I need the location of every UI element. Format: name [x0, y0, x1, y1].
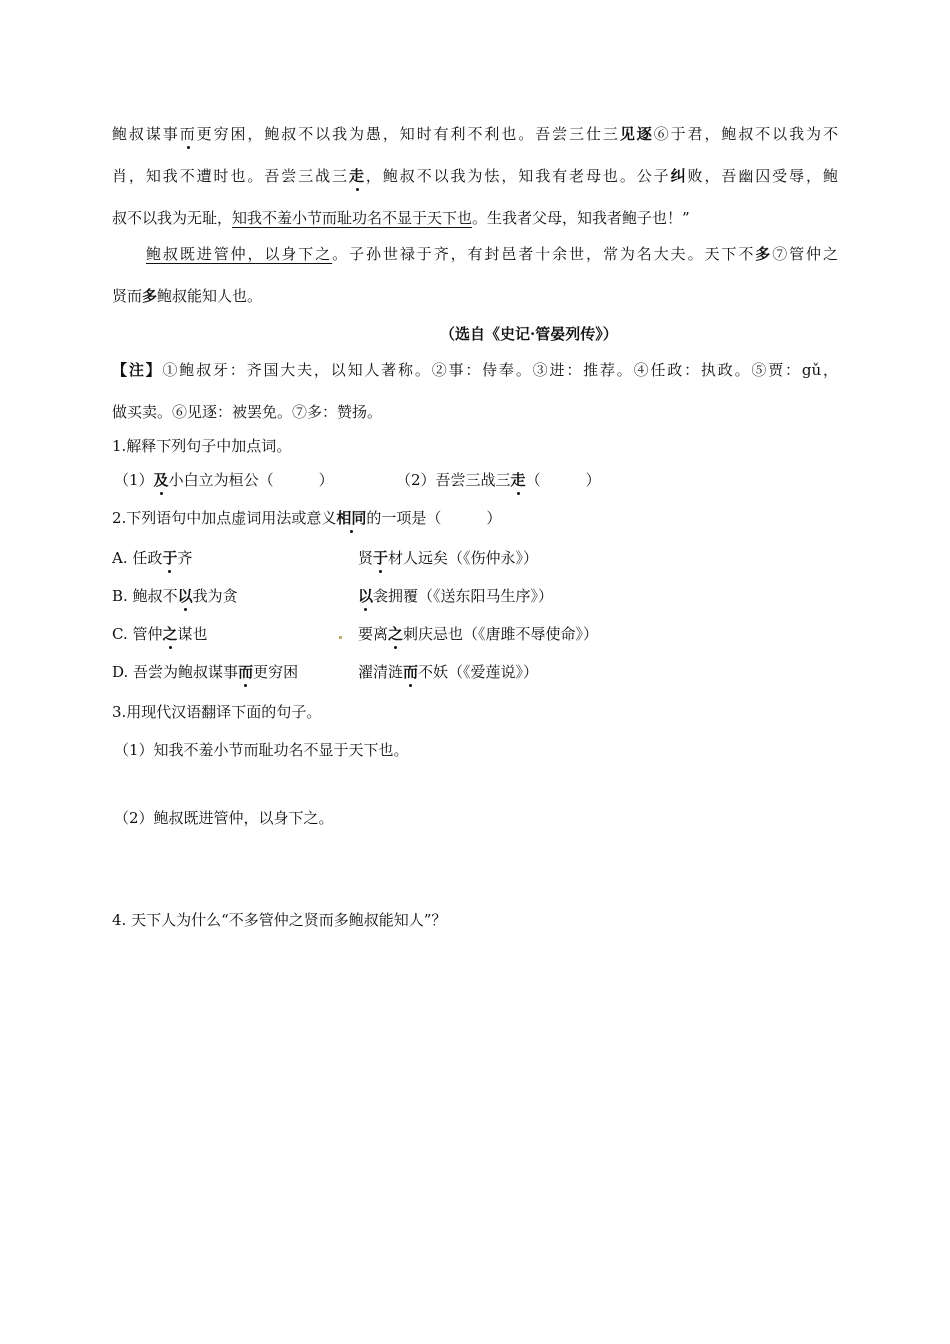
text: 材人远矣（《伤仲永》）: [388, 549, 539, 567]
text: 败，吾幽囚受辱，鲍: [687, 167, 838, 185]
text: 濯清涟: [358, 663, 404, 681]
dotted-word: 走: [348, 167, 366, 185]
dotted-word: 而: [179, 125, 197, 143]
text: ①鲍叔牙：齐国大夫，以知人著称。②事：侍奉。③进：推荐。④任政：执政。⑤贾：gǔ，: [162, 361, 838, 379]
text: ，鲍叔不以我为怯，知我有老母也。公子: [365, 167, 671, 185]
bold-word: 相同: [336, 509, 367, 527]
option-b-right: [358, 586, 553, 606]
source-citation: （选自《史记·管晏列传》）: [440, 325, 618, 343]
dotted-word: 而: [238, 663, 254, 681]
bold-word: 纠: [670, 167, 688, 185]
dotted-word: 以: [177, 587, 193, 605]
text: ⑥于君，鲍叔不以我为不: [653, 125, 838, 143]
question-1-item-2: [396, 470, 601, 490]
stray-dot: [339, 636, 342, 639]
text: 的一项是（ ）: [366, 509, 502, 527]
option-label: A.: [112, 549, 128, 567]
question-1-title: 1.解释下列句子中加点词。: [112, 437, 292, 455]
question-3-sentence-1: （1）知我不羞小节而耻功名不显于天下也。: [114, 741, 409, 759]
option-label: C.: [112, 625, 128, 643]
question-2-title: [112, 508, 501, 528]
option-label: D.: [112, 663, 129, 681]
text: 管仲: [132, 625, 163, 643]
dotted-word: 及: [153, 471, 169, 489]
text: ⑦管仲之: [772, 245, 838, 263]
dotted-word: 而: [403, 663, 419, 681]
option-d-left: [112, 662, 298, 682]
text: 2.下列语句中加点虚词用法或意义: [112, 509, 337, 527]
dotted-word: 之: [388, 625, 404, 643]
bold-word: 见逐: [619, 125, 654, 143]
text: 不妖（《爱莲说》）: [418, 663, 539, 681]
underlined-sentence: 知我不羞小节而耻功名不显于天下也: [232, 209, 473, 227]
dotted-word: 走: [510, 471, 526, 489]
passage-line-5: [112, 286, 262, 306]
underlined-sentence: 鲍叔既进管仲，以身下之: [146, 245, 333, 263]
text: 叔不以我为无耻，: [112, 209, 233, 227]
bold-word: 多: [142, 287, 158, 305]
notes-line-1: [112, 360, 838, 380]
text: 小白立为桓公（ ）: [168, 471, 334, 489]
option-a-right: [358, 548, 538, 568]
text: （ ）: [525, 471, 601, 489]
text: （1）: [114, 471, 154, 489]
text: 。子孙世禄于齐，有封邑者十余世，常为名大夫。天下不: [332, 245, 756, 263]
text: 更穷困: [253, 663, 299, 681]
text: 任政: [132, 549, 163, 567]
text: 我为贪: [192, 587, 238, 605]
text: 刺庆忌也（《唐雎不辱使命》）: [403, 625, 599, 643]
text: 更穷困，鲍叔不以我为愚，知时有利不利也。吾尝三仕三: [196, 125, 620, 143]
passage-line-3: [112, 208, 690, 228]
passage-line-4: [146, 244, 838, 264]
option-c-left: [112, 624, 208, 644]
option-b-left: [112, 586, 238, 606]
dotted-word: 之: [162, 625, 178, 643]
text: 鲍叔能知人也。: [157, 287, 263, 305]
text: 鲍叔谋事: [112, 125, 180, 143]
text: 谋也: [177, 625, 208, 643]
passage-line-1: [112, 124, 838, 144]
text: 贤: [358, 549, 374, 567]
question-3-sentence-2: （2）鲍叔既进管仲，以身下之。: [114, 809, 334, 827]
text: 肖，知我不遭时也。吾尝三战三: [112, 167, 349, 185]
text: 贤而: [112, 287, 143, 305]
option-d-right: [358, 662, 538, 682]
notes-label: 【注】: [112, 361, 163, 379]
text: 鲍叔不: [132, 587, 178, 605]
option-label: B.: [112, 587, 128, 605]
notes-line-2: 做买卖。⑥见逐：被罢免。⑦多：赞扬。: [112, 403, 383, 421]
option-a-left: [112, 548, 192, 568]
question-4-title: 4. 天下人为什么“不多管仲之贤而多鲍叔能知人”？: [112, 911, 447, 929]
text: 吾尝为鲍叔谋事: [133, 663, 239, 681]
bold-word: 多: [755, 245, 773, 263]
dotted-word: 以: [358, 587, 374, 605]
text: 。生我者父母，知我者鲍子也！”: [472, 209, 690, 227]
dotted-word: 于: [373, 549, 389, 567]
option-c-right: [358, 624, 598, 644]
question-1-item-1: [114, 470, 334, 490]
text: 衾拥覆（《送东阳马生序》）: [373, 587, 554, 605]
dotted-word: 于: [162, 549, 178, 567]
text: 齐: [177, 549, 193, 567]
text: （2）吾尝三战三: [396, 471, 511, 489]
text: 要离: [358, 625, 389, 643]
question-3-title: 3.用现代汉语翻译下面的句子。: [112, 703, 322, 721]
passage-line-2: [112, 166, 838, 186]
